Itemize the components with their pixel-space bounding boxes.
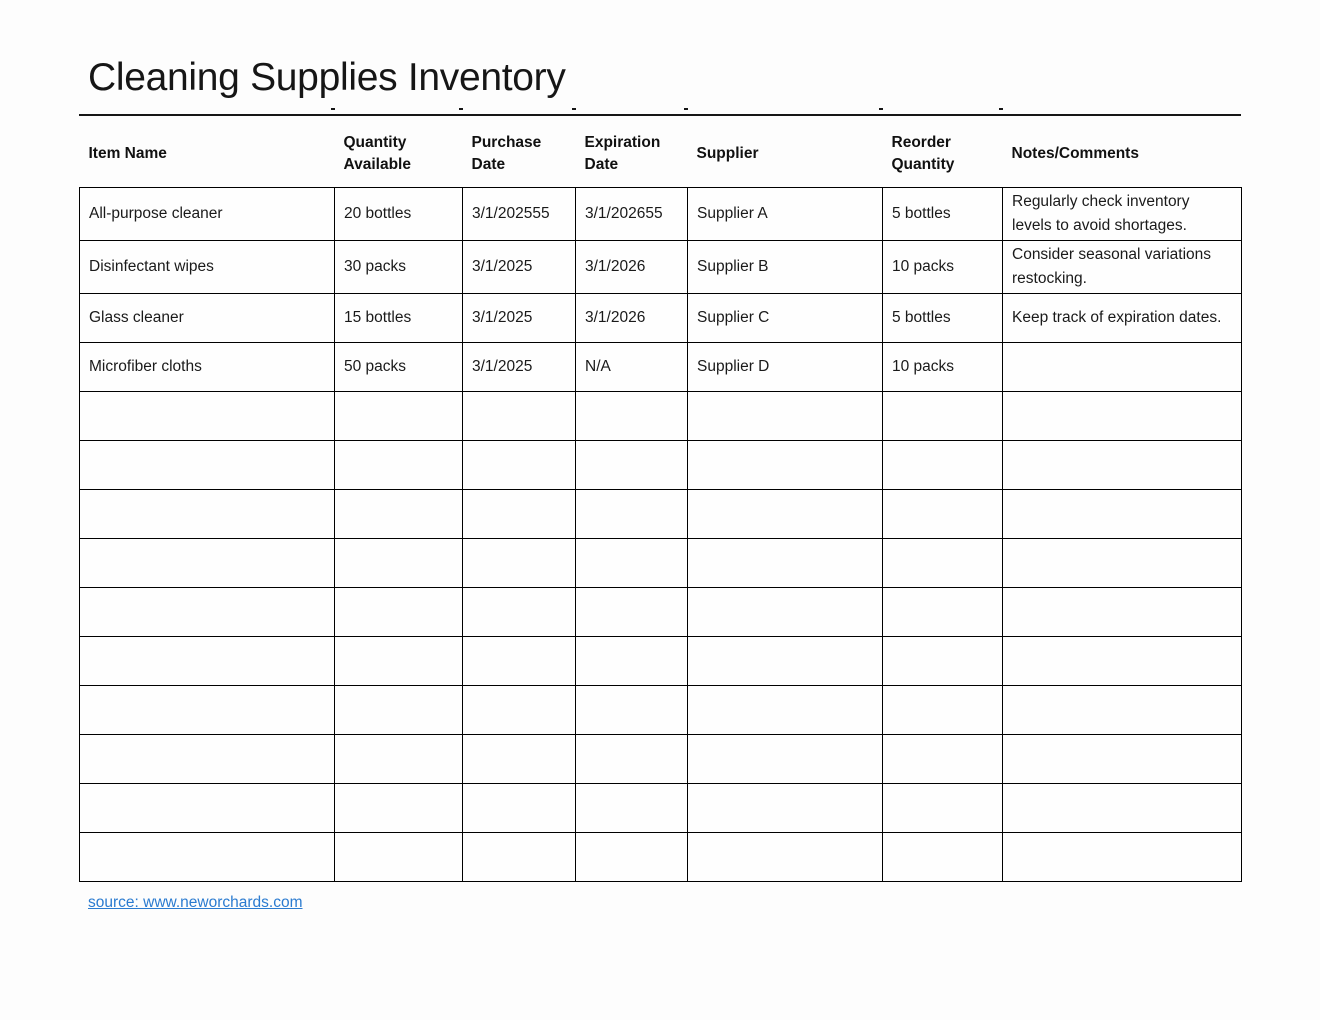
cell: Regularly check inventory levels to avoid shortages. <box>1003 188 1242 241</box>
empty-cell <box>883 539 1003 588</box>
cell: N/A <box>576 343 688 392</box>
document-page <box>0 56 1320 912</box>
cell: Consider seasonal variations restocking. <box>1003 241 1242 294</box>
empty-cell <box>576 735 688 784</box>
column-tick <box>572 108 576 110</box>
empty-cell <box>576 392 688 441</box>
empty-cell <box>576 441 688 490</box>
empty-cell <box>335 784 463 833</box>
cell: 3/1/2025 <box>463 343 576 392</box>
empty-table-row <box>80 735 1242 784</box>
cell: Disinfectant wipes <box>80 241 335 294</box>
cell: 3/1/2026 <box>576 294 688 343</box>
empty-cell <box>1003 490 1242 539</box>
empty-cell <box>80 539 335 588</box>
empty-cell <box>576 833 688 882</box>
empty-cell <box>335 588 463 637</box>
empty-cell <box>883 392 1003 441</box>
table-body <box>80 188 1242 882</box>
empty-cell <box>883 441 1003 490</box>
empty-cell <box>463 539 576 588</box>
empty-cell <box>335 637 463 686</box>
empty-cell <box>883 833 1003 882</box>
column-header-notes-comments: Notes/Comments <box>1011 144 1139 162</box>
empty-cell <box>1003 392 1242 441</box>
empty-table-row <box>80 539 1242 588</box>
empty-table-row <box>80 392 1242 441</box>
empty-cell <box>576 588 688 637</box>
cell: 3/1/202555 <box>463 188 576 241</box>
empty-cell <box>463 441 576 490</box>
column-tick <box>331 108 335 110</box>
table-row <box>80 343 1242 392</box>
empty-cell <box>463 686 576 735</box>
empty-cell <box>463 490 576 539</box>
empty-cell <box>1003 784 1242 833</box>
empty-cell <box>335 441 463 490</box>
inventory-table <box>79 116 1242 883</box>
cell: Supplier C <box>688 294 883 343</box>
empty-cell <box>576 686 688 735</box>
cell: Keep track of expiration dates. <box>1003 294 1242 343</box>
empty-cell <box>463 588 576 637</box>
cell: 5 bottles <box>883 294 1003 343</box>
table-row <box>80 294 1242 343</box>
empty-cell <box>80 637 335 686</box>
empty-table-row <box>80 588 1242 637</box>
empty-cell <box>576 784 688 833</box>
column-header-reorder-quantity: Reorder Quantity <box>891 134 955 173</box>
header-row <box>80 116 1242 188</box>
empty-cell <box>80 588 335 637</box>
empty-cell <box>688 539 883 588</box>
page-title: Cleaning Supplies Inventory <box>88 56 566 99</box>
empty-cell <box>80 833 335 882</box>
empty-cell <box>335 392 463 441</box>
column-tick <box>684 108 688 110</box>
empty-cell <box>80 441 335 490</box>
empty-table-row <box>80 686 1242 735</box>
cell: 10 packs <box>883 343 1003 392</box>
empty-cell <box>80 392 335 441</box>
empty-cell <box>1003 539 1242 588</box>
empty-cell <box>688 784 883 833</box>
column-tick <box>459 108 463 110</box>
empty-cell <box>688 441 883 490</box>
cell: 15 bottles <box>335 294 463 343</box>
empty-cell <box>80 490 335 539</box>
empty-cell <box>688 588 883 637</box>
empty-cell <box>688 686 883 735</box>
source-row <box>88 894 1241 912</box>
cell: Microfiber cloths <box>80 343 335 392</box>
column-tick <box>999 108 1003 110</box>
empty-cell <box>883 490 1003 539</box>
column-header-purchase-date: Purchase Date <box>471 134 542 173</box>
cell: 50 packs <box>335 343 463 392</box>
empty-cell <box>463 735 576 784</box>
empty-cell <box>883 735 1003 784</box>
empty-cell <box>688 833 883 882</box>
empty-table-row <box>80 784 1242 833</box>
empty-cell <box>688 735 883 784</box>
empty-cell <box>463 392 576 441</box>
cell: Supplier A <box>688 188 883 241</box>
empty-cell <box>335 490 463 539</box>
title-rule <box>79 114 1241 116</box>
cell: 20 bottles <box>335 188 463 241</box>
empty-cell <box>1003 735 1242 784</box>
cell: All-purpose cleaner <box>80 188 335 241</box>
empty-table-row <box>80 833 1242 882</box>
column-header-quantity-available: Quantity Available <box>343 134 411 173</box>
cell: 3/1/2025 <box>463 241 576 294</box>
cell: Supplier B <box>688 241 883 294</box>
table-row <box>80 188 1242 241</box>
cell: 30 packs <box>335 241 463 294</box>
empty-cell <box>463 784 576 833</box>
column-tick <box>879 108 883 110</box>
empty-cell <box>688 392 883 441</box>
empty-table-row <box>80 637 1242 686</box>
empty-cell <box>335 833 463 882</box>
cell: 3/1/202655 <box>576 188 688 241</box>
empty-cell <box>883 686 1003 735</box>
cell <box>1003 343 1242 392</box>
table-row <box>80 241 1242 294</box>
empty-cell <box>80 784 335 833</box>
empty-cell <box>335 735 463 784</box>
empty-cell <box>1003 441 1242 490</box>
cell: 5 bottles <box>883 188 1003 241</box>
cell: 3/1/2025 <box>463 294 576 343</box>
empty-cell <box>1003 637 1242 686</box>
column-header-supplier: Supplier <box>696 144 759 162</box>
empty-cell <box>80 686 335 735</box>
column-header-expiration-date: Expiration Date <box>584 134 661 173</box>
column-header-item-name: Item Name <box>88 144 167 162</box>
empty-cell <box>883 588 1003 637</box>
cell: Supplier D <box>688 343 883 392</box>
empty-cell <box>1003 833 1242 882</box>
empty-table-row <box>80 441 1242 490</box>
empty-cell <box>576 539 688 588</box>
empty-cell <box>883 637 1003 686</box>
empty-cell <box>335 686 463 735</box>
empty-cell <box>576 490 688 539</box>
empty-cell <box>688 490 883 539</box>
empty-cell <box>883 784 1003 833</box>
cell: 3/1/2026 <box>576 241 688 294</box>
empty-cell <box>463 637 576 686</box>
empty-cell <box>335 539 463 588</box>
empty-cell <box>463 833 576 882</box>
empty-cell <box>1003 588 1242 637</box>
empty-cell <box>80 735 335 784</box>
empty-table-row <box>80 490 1242 539</box>
source-link[interactable]: source: www.neworchards.com <box>88 894 303 912</box>
empty-cell <box>688 637 883 686</box>
cell: 10 packs <box>883 241 1003 294</box>
cell: Glass cleaner <box>80 294 335 343</box>
empty-cell <box>1003 686 1242 735</box>
empty-cell <box>576 637 688 686</box>
